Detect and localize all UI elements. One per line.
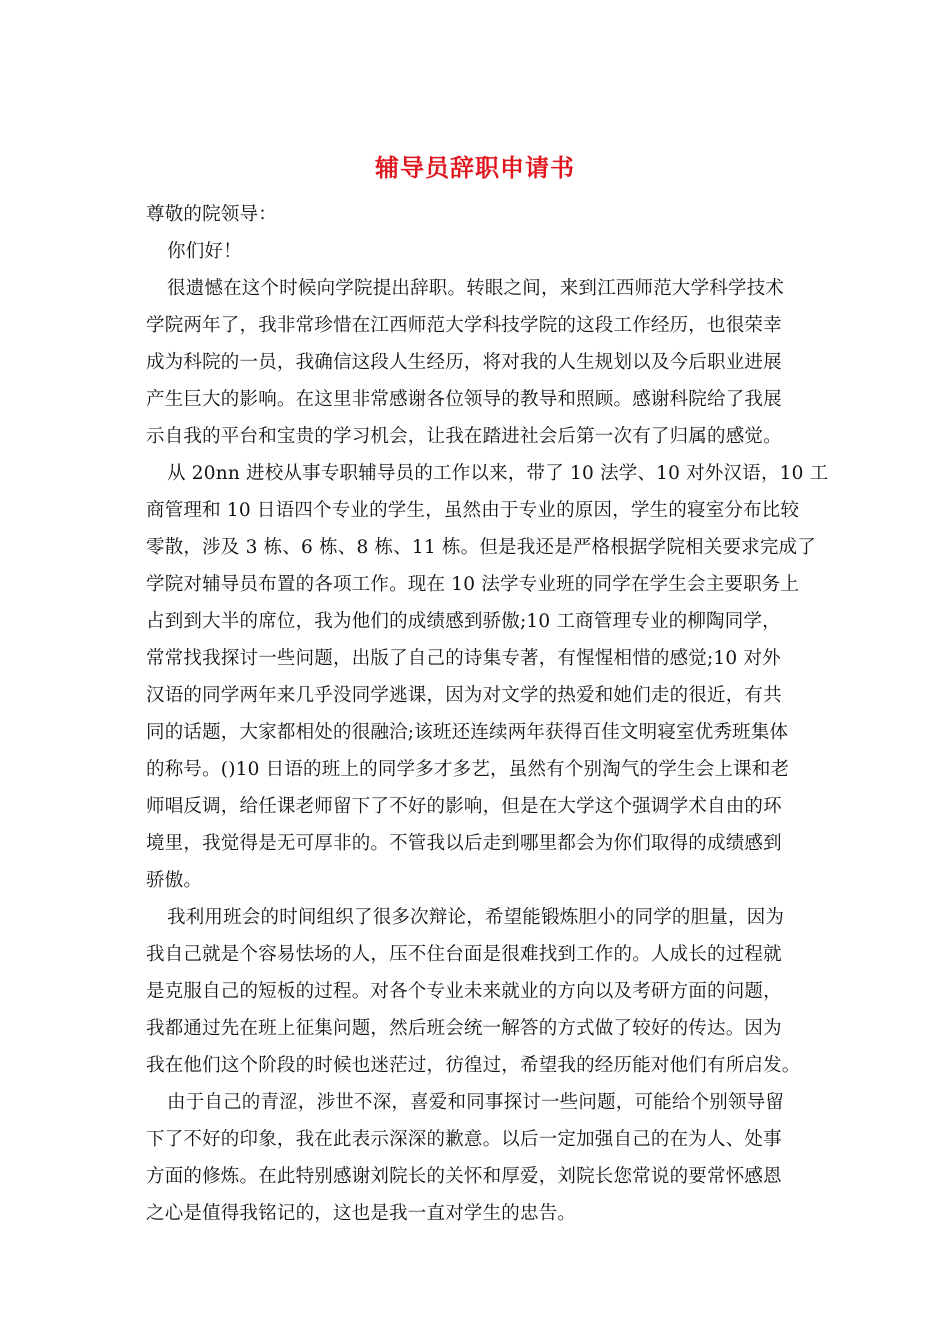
document-title: 辅导员辞职申请书 — [375, 153, 575, 182]
body-text-line: 我都通过先在班上征集问题，然后班会统一解答的方式做了较好的传达。因为 — [146, 1018, 782, 1039]
body-text-line: 很遗憾在这个时候向学院提出辞职。转眼之间，来到江西师范大学科学技术 — [167, 278, 785, 299]
body-text-line: 从 20nn 进校从事专职辅导员的工作以来，带了 10 法学、10 对外汉语，10 工 — [167, 463, 829, 484]
body-text-line: 是克服自己的短板的过程。对各个专业未来就业的方向以及考研方面的问题， — [146, 981, 782, 1002]
body-text-line: 师唱反调，给任课老师留下了不好的影响，但是在大学这个强调学术自由的环 — [146, 796, 782, 817]
body-text-line: 方面的修炼。在此特别感谢刘院长的关怀和厚爱，刘院长您常说的要常怀感恩 — [146, 1166, 782, 1187]
body-text-line: 示自我的平台和宝贵的学习机会，让我在踏进社会后第一次有了归属的感觉。 — [146, 426, 782, 447]
body-text-line: 骄傲。 — [146, 870, 203, 891]
body-text-line: 我自己就是个容易怯场的人，压不住台面是很难找到工作的。人成长的过程就 — [146, 944, 782, 965]
body-text-line: 汉语的同学两年来几乎没同学逃课，因为对文学的热爱和她们走的很近，有共 — [146, 685, 782, 706]
body-text-line: 学院对辅导员布置的各项工作。现在 10 法学专业班的同学在学生会主要职务上 — [146, 574, 800, 595]
body-text-line: 境里，我觉得是无可厚非的。不管我以后走到哪里都会为你们取得的成绩感到 — [146, 833, 782, 854]
body-text-line: 学院两年了，我非常珍惜在江西师范大学科技学院的这段工作经历，也很荣幸 — [146, 315, 782, 336]
body-text-line: 之心是值得我铭记的，这也是我一直对学生的忠告。 — [146, 1203, 577, 1224]
body-text-line: 同的话题，大家都相处的很融洽;该班还连续两年获得百佳文明寝室优秀班集体 — [146, 722, 789, 743]
body-text-line: 你们好！ — [167, 241, 242, 262]
body-text-line: 的称号。()10 日语的班上的同学多才多艺，虽然有个别淘气的学生会上课和老 — [146, 759, 790, 780]
body-text-line: 商管理和 10 日语四个专业的学生，虽然由于专业的原因，学生的寝室分布比较 — [146, 500, 800, 521]
body-text-line: 下了不好的印象，我在此表示深深的歉意。以后一定加强自己的在为人、处事 — [146, 1129, 782, 1150]
salutation-line: 尊敬的院领导： — [146, 204, 277, 225]
body-text-line: 常常找我探讨一些问题，出版了自己的诗集专著，有惺惺相惜的感觉;10 对外 — [146, 648, 781, 669]
document-body — [146, 196, 829, 1232]
body-text-line: 我利用班会的时间组织了很多次辩论，希望能锻炼胆小的同学的胆量，因为 — [167, 907, 785, 928]
body-text-line: 成为科院的一员，我确信这段人生经历，将对我的人生规划以及今后职业进展 — [146, 352, 782, 373]
body-text-line: 零散，涉及 3 栋、6 栋、8 栋、11 栋。但是我还是严格根据学院相关要求完成了 — [146, 537, 816, 558]
body-text-line: 产生巨大的影响。在这里非常感谢各位领导的教导和照顾。感谢科院给了我展 — [146, 389, 782, 410]
body-text-line: 由于自己的青涩，涉世不深，喜爱和同事探讨一些问题，可能给个别领导留 — [167, 1092, 785, 1113]
body-text-line: 我在他们这个阶段的时候也迷茫过，彷徨过，希望我的经历能对他们有所启发。 — [146, 1055, 801, 1076]
body-text-line: 占到到大半的席位，我为他们的成绩感到骄傲;10 工商管理专业的柳陶同学， — [146, 611, 781, 632]
